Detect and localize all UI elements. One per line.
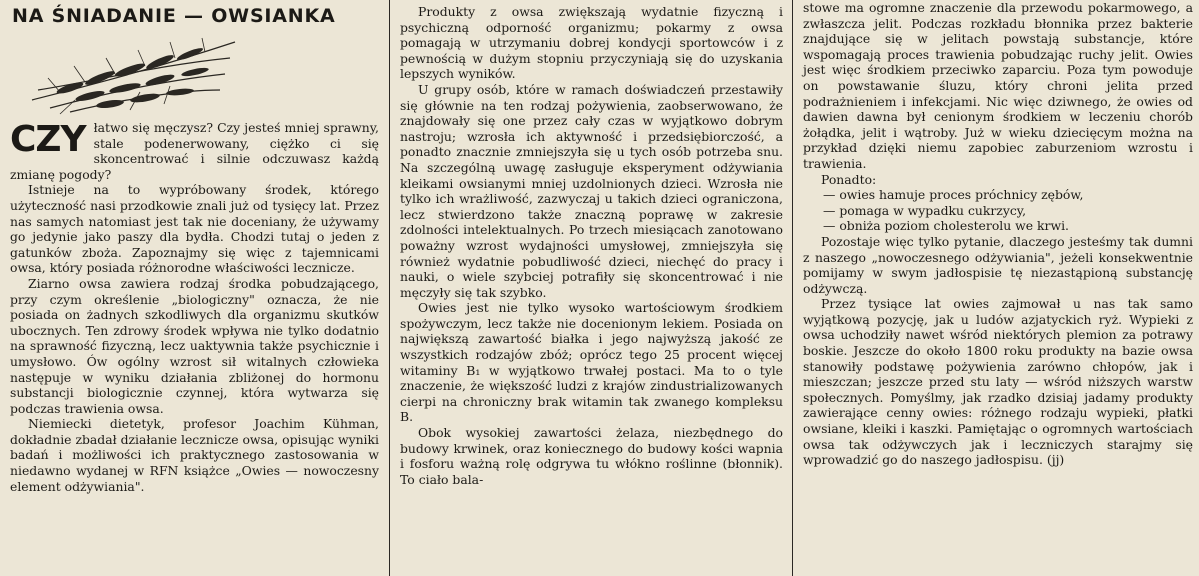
paragraph: Obok wysokiej zawartości żelaza, niezbędnego do budowy krwinek, oraz koniecznego do budowy kości wapnia i fosforu ważną rolę odgrywa tu włókno roślinne (błonnik). To ciało bala- — [400, 425, 783, 487]
list-item: — owies hamuje proces próchnicy zębów, — [823, 187, 1084, 203]
column-1 — [0, 0, 385, 576]
paragraph: Niemiecki dietetyk, profesor Joachim Kühman, dokładnie zbadał działanie lecznicze owsa, opisując wyniki badań i możliwości ich praktycznego zastosowania w niedawno wydanej w RFN książce „Owies — nowoczesny element odżywiania". — [10, 416, 379, 494]
column-2 — [392, 0, 789, 576]
paragraph: Owies jest nie tylko wysoko wartościowym środkiem spożywczym, lecz także nie docenionym lekiem. Posiada on największą zawartość białka i jego najwyższą jakość ze wszystkich rodzajów zbóż; oprócz tego 25 procent więcej witaminy B₁ w wyjątkowo trwałej postaci. Ma to o tyle znaczenie, że większość ludzi z krajów zindustrializowanych cierpi na chroniczny brak witamin tak zwanego kompleksu B. — [400, 300, 783, 425]
column-divider — [389, 0, 390, 576]
paragraph: Istnieje na to wypróbowany środek, którego użyteczność nasi przodkowie znali już od tysięcy lat. Przez nas samych natomiast jest tak nie doceniany, że używamy go jedynie jako paszy dla bydła. Chodzi tutaj o jeden z gatunków zboża. Zapoznajmy się więc z tajemnicami owsa, który posiada różnorodne właściwości lecznicze. — [10, 182, 379, 276]
paragraph: Przez tysiące lat owies zajmował u nas tak samo wyjątkową pozycję, jak u ludów azjatyckich ryż. Wypieki z owsa uchodziły nawet wśród niektórych plemion za potrawy boskie. Jeszcze do około 1800 roku produkty na bazie owsa stanowiły podstawę pożywienia zarówno chłopów, jak i mieszczan; jeszcze przed stu laty — wśród niższych warstw społecznych. Pomyślmy, jak rzadko dzisiaj jadamy produkty zawierające cenny owies: różnego rodzaju wypieki, płatki owsiane, kleiki i kaszki. Pamiętając o ogromnych wartościach owsa tak odżywczych jak i leczniczych starajmy się wprowadzić go do naszego jadłospisu. (jj) — [803, 296, 1193, 468]
paragraph: Ponadto: — [821, 171, 877, 187]
paragraph: Ziarno owsa zawiera rodzaj środka pobudzającego, przy czym określenie „biologiczny" oznacza, że nie posiada on żadnych szkodliwych dla organizmu skutków ubocznych. Ten zdrowy środek wpływa nie tylko dodatnio na sprawność fizyczną, lecz uaktywnia także psychicznie i umysłowo. Ów ogólny wzrost sił witalnych człowieka następuje w wyniku działania zbliżonej do hormonu substancji biologicznie czynnej, która wytwarza się podczas trawienia owsa. — [10, 275, 379, 416]
list-item: — obniża poziom cholesterolu we krwi. — [823, 218, 1069, 234]
paragraph: łatwo się męczysz? Czy jesteś mniej sprawny, stale podenerwowany, ciężko ci się skoncentrować i silnie odczuwasz każdą zmianę pogody? — [10, 120, 379, 182]
paragraph: Pozostaje więc tylko pytanie, dlaczego jesteśmy tak dumni z naszego „nowoczesnego odżywiania", jeżeli konsekwentnie pomijamy w swym jadłospisie tę niezastąpioną substancję odżywczą. — [803, 233, 1193, 296]
article-headline: NA ŚNIADANIE — OWSIANKA — [12, 5, 336, 27]
paragraph: stowe ma ogromne znaczenie dla przewodu pokarmowego, a zwłaszcza jelit. Podczas rozkładu błonnika przez bakterie znajdujące się w jelitach powstają substancje, które wspomagają proces trawienia pobudzając ruchy jelit. Owies jest więc środkiem przeciwko zaparciu. Poza tym powoduje on powstawanie śluzu, który chroni jelita przed podrażnieniem i infekcjami. Nic więc dziwnego, że owies od dawien dawna był cenionym środkiem w leczeniu chorób żołądka, jelit i wątroby. Już w wieku dziecięcym można na przykład dzięki niemu zapobiec zaburzeniom wzrostu i trawienia. — [803, 0, 1193, 171]
paragraph: Produkty z owsa zwiększają wydatnie fizyczną i psychiczną odporność organizmu; pokarmy z owsa pomagają w utrzymaniu dobrej kondycji sportowców i z pewnością w dużym stopniu przyczyniają się do uzyskania lepszych wyników. — [400, 4, 783, 82]
paragraph: U grupy osób, które w ramach doświadczeń przestawiły się głównie na ten rodzaj pożywienia, zaobserwowano, że znajdowały się one przez cały czas w wyjątkowo dobrym nastroju; wzrosła ich aktywność i przedsiębiorczość, a ponadto znacznie zmniejszyła się u tych osób potrzeba snu. Na szczególną uwagę zasługuje eksperyment odżywiania kleikami owsianymi mniej uzdolnionych dzieci. Wzrosła nie tylko ich wrażliwość, zazwyczaj u takich dzieci ograniczona, lecz stwierdzono także znaczną poprawę w zakresie zdolności intelektualnych. Po trzech miesiącach zanotowano poważny wzrost wydajności umysłowej, zmniejszyła się również wydatnie pobudliwość dzieci, niechęć do pracy i nauki, o wiele szybciej potrafiły się skoncentrować i nie męczyły się tak szybko. — [400, 81, 783, 300]
column-3 — [795, 0, 1199, 576]
oat-stalks-illustration — [30, 30, 240, 116]
list-item: — pomaga w wypadku cukrzycy, — [823, 202, 1027, 218]
column-divider — [792, 0, 793, 576]
drop-cap: CZY — [10, 119, 86, 160]
